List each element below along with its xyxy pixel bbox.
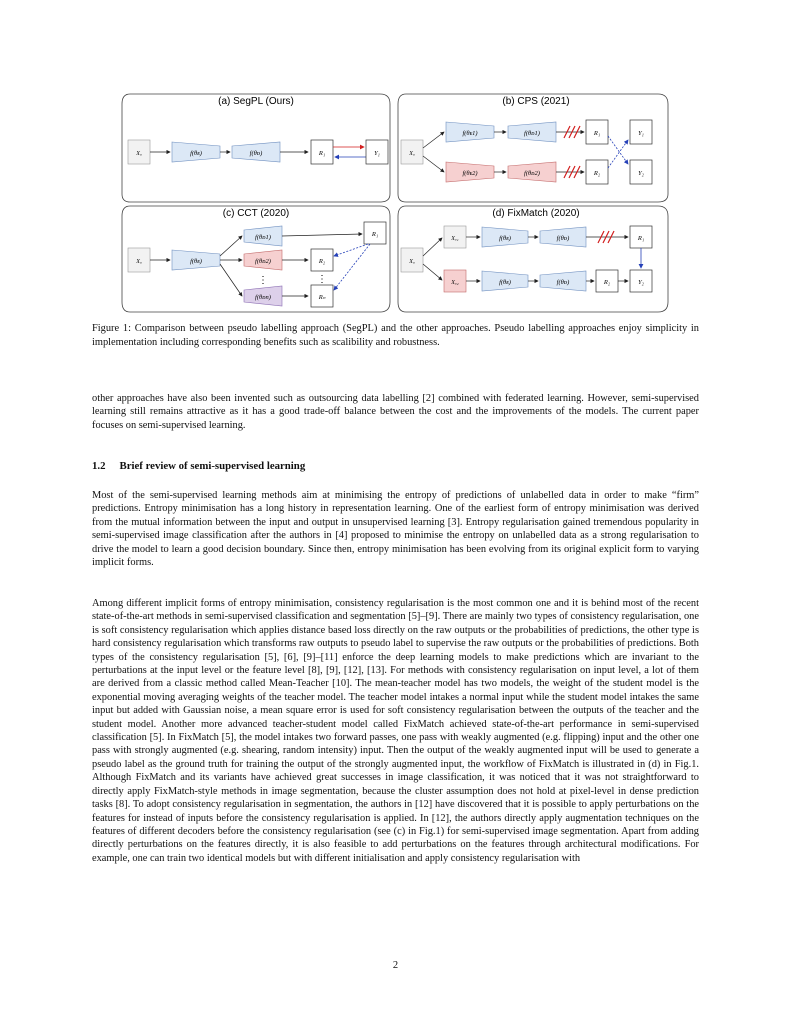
- stop-gradient-1-icon: [564, 126, 580, 138]
- decoder-n-label: f(θᴅn): [255, 294, 271, 301]
- output-2-label: Y₂: [638, 170, 644, 177]
- section-title: Brief review of semi-supervised learning: [119, 460, 306, 472]
- section-heading: [92, 460, 305, 472]
- panel-d-title: (d) FixMatch (2020): [492, 208, 580, 219]
- pseudo-label-2: R₂: [603, 279, 611, 286]
- pseudo-label-1: R₁: [593, 130, 601, 137]
- decoder-1-label: f(θᴅ1): [524, 130, 540, 137]
- input-label: Xᵤ: [409, 259, 415, 265]
- intro-paragraph: other approaches have also been invented such as outsourcing data labelling [2] combined with federated learning. However, semi-supervised learning still remains attractive as it has a good trade-off balance between the cost and the improvements of the models. The current paper focuses on semi-supervised learning.: [92, 393, 699, 431]
- output-1-label: Y₁: [638, 130, 644, 137]
- body-paragraph-1: Most of the semi-supervised learning methods aim at minimising the entropy of predictions of unlabelled data in order to make “firm” predictions. Entropy minimisation has a long history in representation learning. One of the earliest form of entropy minimisation was derived from the mutual information between the input and output in unsupervised learning [3]. Entropy regularisation gained tremendous popularity in semi-supervised image classification after the authors in [4] proposed to minimise the entropy on unlabelled data as a strong regularisation to drive the model to learn a good decision boundary. Since then, entropy minimisation has been evolving from its original explicit form to varying implicit forms.: [92, 490, 699, 569]
- decoder-1-label: f(θᴅ1): [255, 234, 271, 241]
- encoder-label: f(θᴇ): [190, 258, 202, 265]
- panel-c-title: (c) CCT (2020): [222, 208, 290, 219]
- weak-aug-label: Xᵤ₁: [451, 236, 459, 242]
- section-number: 1.2: [92, 460, 106, 472]
- decoder-2-label: f(θᴅ2): [255, 258, 271, 265]
- decoder-2-label: f(θᴅ): [556, 279, 570, 286]
- panel-d: [398, 206, 668, 312]
- panel-a-title: (a) SegPL (Ours): [218, 96, 294, 107]
- pseudo-label-2: R₂: [318, 258, 326, 265]
- stop-gradient-icon: [598, 231, 614, 243]
- pseudo-label: R₁: [318, 150, 326, 157]
- input-label: Xᵤ: [409, 151, 415, 157]
- page-number: 2: [392, 960, 399, 971]
- figure-caption: Figure 1: Comparison between pseudo labelling approach (SegPL) and the other approaches. Pseudo labelling approaches enjoy simplicity in implementation including corresponding benefits such as scalibility and robustness.: [92, 323, 699, 348]
- pseudo-label-2: R₂: [593, 170, 601, 177]
- input-label: Xᵤ: [136, 151, 142, 157]
- encoder-1-label: f(θᴇ): [499, 235, 511, 242]
- output-label: Y₁: [374, 150, 380, 157]
- panel-b-title: (b) CPS (2021): [502, 96, 570, 107]
- encoder-2-label: f(θᴇ): [499, 279, 511, 286]
- output-2-label: Y₂: [638, 279, 644, 286]
- panel-c: [122, 206, 390, 312]
- ellipsis-dots: ⋮: [258, 275, 268, 286]
- pseudo-label-n: Rₙ: [318, 294, 326, 301]
- encoder-label: f(θᴇ): [190, 150, 202, 157]
- body-paragraph-2: Among different implicit forms of entropy minimisation, consistency regularisation is the most common one and it is behind most of the recent state-of-the-art methods in semi-supervised classification and segmentation [5]–[9]. There are mainly two types of consistency regularisation, one is soft consistency regularisation which applies distance based loss directly on the raw outputs or the probabilities of predictions, the other type is hard consistency regularisation which transforms raw outputs to pseudo label to supervise the raw outputs or the probabilities of predictions. Both types of the consistency regularisation [5], [6], [9]–[11] enforce the deep learning models to make predictions which are invariant to the perturbations at the input level or the feature level [8], [9], [12], [13]. For methods with consistency regularisation on input level, a lot of them are derived from a classic method called Mean-Teacher [10]. The mean-teacher model has two models, the weight of the student model is the exponential moving averaging weights of the teacher model. The teacher model intakes a normal input while the student model intakes the same input but added with Gaussian noise, a mean square error is used for soft consistency regularisation between the outputs of the teacher and the student model. Another more advanced teacher-student model called FixMatch achieved state-of-the-art performance in semi-supervised classification [5]. In FixMatch [5], the model intakes two forward passes, one pass with weakly augmented (e.g. flipping) input and the other one pass with strongly augmented (e.g. shearing, random intensity) input. Then the output of the weakly augmented input will be used to generate a pseudo label as the ground truth for training the output of the strongly augmented input, the workflow of FixMatch is illustrated in (d) in Fig.1. Although FixMatch and its variants have achieved great successes in image classification, it was noticed that it was not straightforward to directly apply FixMatch-style methods in image segmentation, because the cluster assumption does not hold at pixel-level in dense prediction tasks [8]. To adopt consistency regularisation in segmentation, the authors in [12] have discovered that it is possible to apply perturbations on the features for instead of inputs before the consistency regularisation is applied. In [12], the authors directly apply augmentation techniques on the features of different decoders before the consistency regularisation (see (c) in Fig.1) for semi-supervised image segmentation. Apart from adding directly perturbations on the features directly, it is also feasible to add perturbations on the features through architectural modifications. For example, one can train two identical models but with different initialisation and apply consistency regularisation with: [92, 598, 699, 864]
- encoder-2-label: f(θᴇ2): [462, 170, 478, 177]
- decoder-1-label: f(θᴅ): [556, 235, 570, 242]
- panel-b: [398, 94, 668, 202]
- strong-aug-label: Xᵤ₂: [451, 280, 459, 286]
- pseudo-label-1: R₁: [637, 235, 645, 242]
- pseudo-label-1: R₁: [371, 231, 379, 238]
- encoder-1-label: f(θᴇ1): [462, 130, 478, 137]
- stop-gradient-2-icon: [564, 166, 580, 178]
- figure-1: [118, 92, 670, 314]
- ellipsis-dots: ⋮: [317, 274, 327, 285]
- decoder-label: f(θᴅ): [249, 150, 263, 157]
- decoder-2-label: f(θᴅ2): [524, 170, 540, 177]
- input-label: Xᵤ: [136, 259, 142, 265]
- panel-a: [122, 94, 390, 202]
